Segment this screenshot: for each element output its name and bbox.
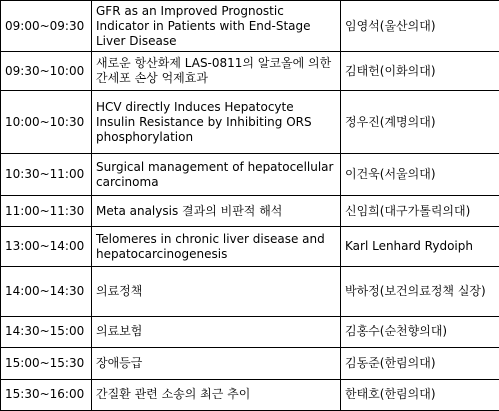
time-cell: 09:00~09:30	[1, 1, 92, 52]
speaker-cell: 김태헌(이화의대)	[341, 52, 499, 91]
time-cell: 13:00~14:00	[1, 227, 92, 267]
title-cell: HCV directly Induces Hepatocyte Insulin Resistance by Inhibiting ORS phosphorylation	[92, 91, 341, 154]
title-cell: 의료보험	[92, 316, 341, 347]
time-cell: 10:30~11:00	[1, 154, 92, 196]
title-cell: GFR as an Improved Prognostic Indicator in Patients with End-Stage Liver Disease	[92, 1, 341, 52]
schedule-body	[1, 1, 499, 411]
title-cell: 의료정책	[92, 267, 341, 316]
table-row	[1, 196, 499, 227]
time-cell: 15:30~16:00	[1, 379, 92, 411]
table-row	[1, 1, 499, 52]
speaker-cell: 박하정(보건의료정책 실장)	[341, 267, 499, 316]
time-cell: 14:30~15:00	[1, 316, 92, 347]
speaker-cell: Karl Lenhard Rydoiph	[341, 227, 499, 267]
title-cell: 새로운 항산화제 LAS-0811의 알코올에 의한 간세포 손상 억제효과	[92, 52, 341, 91]
table-row	[1, 91, 499, 154]
title-cell: 장애등급	[92, 348, 341, 379]
time-cell: 10:00~10:30	[1, 91, 92, 154]
title-cell: Telomeres in chronic liver disease and hepatocarcinogenesis	[92, 227, 341, 267]
speaker-cell: 김홍수(순천향의대)	[341, 316, 499, 347]
title-cell: Meta analysis 결과의 비판적 해석	[92, 196, 341, 227]
time-cell: 09:30~10:00	[1, 52, 92, 91]
time-cell: 11:00~11:30	[1, 196, 92, 227]
title-cell: Surgical management of hepatocellular carcinoma	[92, 154, 341, 196]
table-row	[1, 154, 499, 196]
speaker-cell: 한태호(한림의대)	[341, 379, 499, 411]
table-row	[1, 316, 499, 347]
speaker-cell: 정우진(계명의대)	[341, 91, 499, 154]
table-row	[1, 379, 499, 411]
table-row	[1, 348, 499, 379]
speaker-cell: 임영석(울산의대)	[341, 1, 499, 52]
title-cell: 간질환 관련 소송의 최근 추이	[92, 379, 341, 411]
speaker-cell: 이건욱(서울의대)	[341, 154, 499, 196]
time-cell: 15:00~15:30	[1, 348, 92, 379]
time-cell: 14:00~14:30	[1, 267, 92, 316]
speaker-cell: 김동준(한림의대)	[341, 348, 499, 379]
table-row	[1, 227, 499, 267]
table-row	[1, 52, 499, 91]
table-row	[1, 267, 499, 316]
speaker-cell: 신임희(대구가톨릭의대)	[341, 196, 499, 227]
